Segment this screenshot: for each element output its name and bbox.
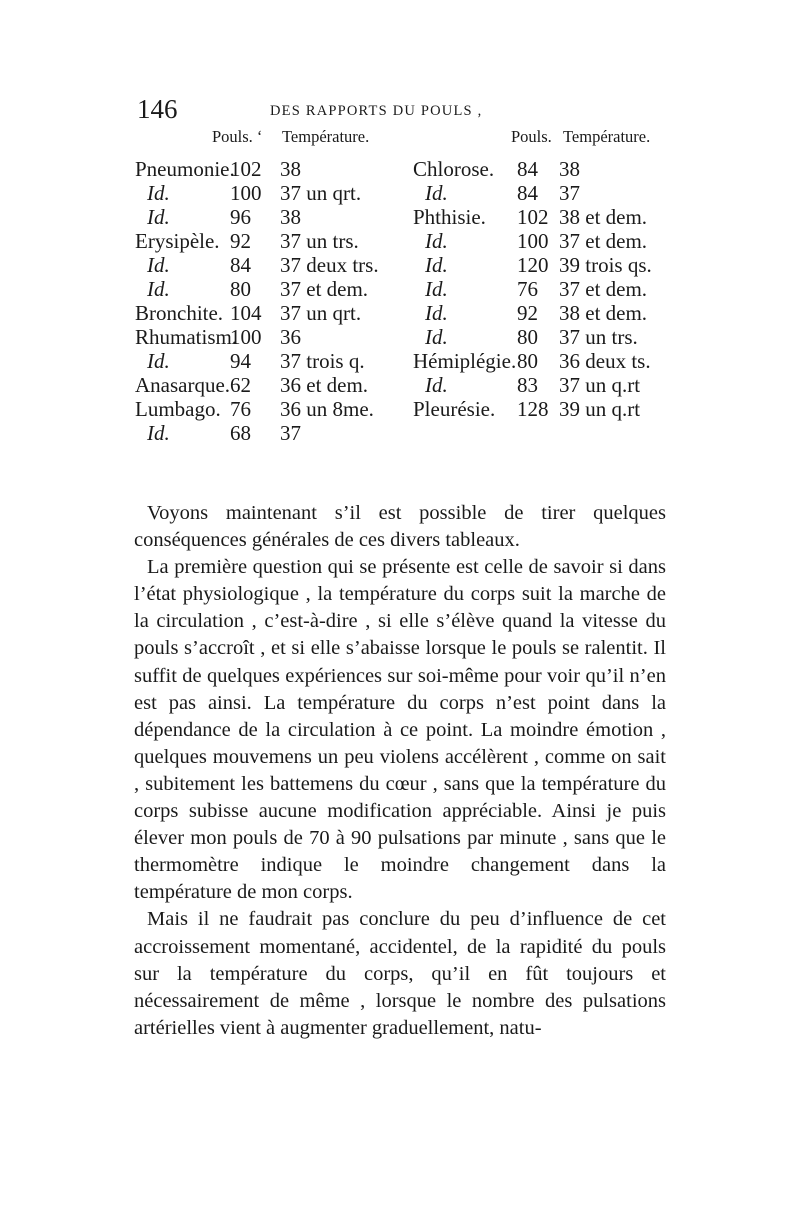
disease-cell: Id. xyxy=(147,277,170,301)
pouls-cell: 80 xyxy=(230,277,251,301)
disease-cell: Bronchite. xyxy=(135,301,224,325)
disease-cell: Id. xyxy=(147,421,170,445)
disease-cell: Id. xyxy=(425,277,448,301)
table-row xyxy=(135,373,415,397)
temperature-cell: 37 xyxy=(559,181,580,205)
pouls-cell: 80 xyxy=(517,325,538,349)
table-row xyxy=(135,181,415,205)
disease-cell: Phthisie. xyxy=(413,205,486,229)
disease-cell: Id. xyxy=(425,325,448,349)
disease-cell: Rhumatism. xyxy=(135,325,238,349)
temperature-cell: 39 trois qs. xyxy=(559,253,652,277)
table-row xyxy=(413,229,683,253)
running-title: DES RAPPORTS DU POULS , xyxy=(270,103,483,119)
pouls-cell: 94 xyxy=(230,349,251,373)
pouls-cell: 84 xyxy=(230,253,251,277)
table-row xyxy=(135,325,415,349)
disease-cell: Erysipèle. xyxy=(135,229,220,253)
pouls-cell: 128 xyxy=(517,397,549,421)
table-row xyxy=(413,397,683,421)
temperature-cell: 37 un trs. xyxy=(280,229,359,253)
temperature-cell: 36 un 8me. xyxy=(280,397,374,421)
table-row xyxy=(135,277,415,301)
table-row xyxy=(413,325,683,349)
table-row xyxy=(413,301,683,325)
paragraph: La première question qui se présente est celle de savoir si dans l’état physiologique , la température du corps suit la marche de la circulation , c’est-à-dire , si elle s’élève quand la vitesse du pouls s’accroît , et si elle s’abaisse lorsque le pouls se ralentit. Il suffit de quelques expériences sur soi-même pour voir qu’il n’en est pas ainsi. La température du corps n’est point dans la dépendance de la circulation à ce point. La moindre émotion , quelques mouvemens un peu violens accélèrent , comme on sait , subitement les battemens du cœur , sans que la température du corps subisse aucune modification appréciable. Ainsi je puis élever mon pouls de 70 à 90 pulsations par minute , sans que le thermomètre indique le moindre changement dans la température de mon corps. xyxy=(134,556,666,904)
pouls-cell: 84 xyxy=(517,157,538,181)
left-header-temperature: Température. xyxy=(282,127,370,146)
pouls-cell: 76 xyxy=(230,397,251,421)
disease-cell: Lumbago. xyxy=(135,397,221,421)
temperature-cell: 37 et dem. xyxy=(559,277,648,301)
temperature-cell: 37 et dem. xyxy=(280,277,369,301)
table-row xyxy=(413,157,683,181)
temperature-cell: 38 xyxy=(280,157,301,181)
temperature-cell: 37 et dem. xyxy=(559,229,648,253)
temperature-cell: 38 xyxy=(280,205,301,229)
temperature-cell: 36 et dem. xyxy=(280,373,369,397)
temperature-cell: 37 un qrt. xyxy=(280,301,362,325)
disease-cell: Chlorose. xyxy=(413,157,495,181)
body-text xyxy=(134,500,666,1042)
pouls-cell: 83 xyxy=(517,373,538,397)
temperature-cell: 36 xyxy=(280,325,301,349)
table-row xyxy=(413,373,683,397)
table-row xyxy=(135,349,415,373)
pouls-cell: 120 xyxy=(517,253,549,277)
disease-cell: Id. xyxy=(147,181,170,205)
temperature-cell: 37 un q.rt xyxy=(559,373,641,397)
temperature-cell: 38 xyxy=(559,157,580,181)
right-header-temperature: Température. xyxy=(563,127,651,146)
disease-cell: Pleurésie. xyxy=(413,397,496,421)
right-table xyxy=(413,157,683,421)
disease-cell: Id. xyxy=(147,349,170,373)
pouls-cell: 96 xyxy=(230,205,251,229)
page-number: 146 xyxy=(137,94,178,124)
table-row xyxy=(135,301,415,325)
disease-cell: Hémiplégie. xyxy=(413,349,517,373)
table-row xyxy=(135,205,415,229)
temperature-cell: 37 xyxy=(280,421,301,445)
disease-cell: Id. xyxy=(147,253,170,277)
pouls-cell: 76 xyxy=(517,277,538,301)
table-row xyxy=(135,229,415,253)
pouls-cell: 92 xyxy=(230,229,251,253)
disease-cell: Id. xyxy=(425,253,448,277)
table-row xyxy=(413,277,683,301)
pouls-cell: 100 xyxy=(517,229,549,253)
right-header-pouls: Pouls. xyxy=(511,127,552,146)
temperature-cell: 37 un trs. xyxy=(559,325,638,349)
disease-cell: Id. xyxy=(425,181,448,205)
table-row xyxy=(413,349,683,373)
temperature-cell: 37 deux trs. xyxy=(280,253,379,277)
pouls-cell: 102 xyxy=(517,205,549,229)
disease-cell: Id. xyxy=(147,205,170,229)
pouls-cell: 80 xyxy=(517,349,538,373)
disease-cell: Anasarque. xyxy=(135,373,231,397)
pouls-cell: 100 xyxy=(230,181,262,205)
temperature-cell: 37 trois q. xyxy=(280,349,365,373)
left-header-pouls: Pouls. ‘ xyxy=(212,127,263,146)
pouls-cell: 92 xyxy=(517,301,538,325)
table-row xyxy=(413,205,683,229)
disease-cell: Id. xyxy=(425,373,448,397)
pouls-cell: 102 xyxy=(230,157,262,181)
table-row xyxy=(413,253,683,277)
pouls-cell: 62 xyxy=(230,373,251,397)
pouls-cell: 84 xyxy=(517,181,538,205)
temperature-cell: 38 et dem. xyxy=(559,301,648,325)
table-row xyxy=(135,253,415,277)
table-row xyxy=(413,181,683,205)
temperature-cell: 37 un qrt. xyxy=(280,181,362,205)
pouls-cell: 68 xyxy=(230,421,251,445)
disease-cell: Id. xyxy=(425,229,448,253)
table-row xyxy=(135,421,415,445)
temperature-cell: 36 deux ts. xyxy=(559,349,651,373)
paragraph: Voyons maintenant s’il est possible de tirer quelques conséquences générales de ces divers tableaux. xyxy=(134,502,666,552)
temperature-cell: 38 et dem. xyxy=(559,205,648,229)
pouls-cell: 104 xyxy=(230,301,262,325)
disease-cell: Id. xyxy=(425,301,448,325)
left-table xyxy=(135,157,415,445)
paragraph: Mais il ne faudrait pas conclure du peu d’influence de cet accroissement momentané, accidentel, de la rapidité du pouls sur la température du corps, qu’il en fût toujours et nécessairement de même , lorsque le nombre des pulsations artérielles vient à augmenter graduellement, natu- xyxy=(134,908,666,1039)
temperature-cell: 39 un q.rt xyxy=(559,397,641,421)
pouls-cell: 100 xyxy=(230,325,262,349)
disease-cell: Pneumonie. xyxy=(135,157,235,181)
table-row xyxy=(135,157,415,181)
table-row xyxy=(135,397,415,421)
